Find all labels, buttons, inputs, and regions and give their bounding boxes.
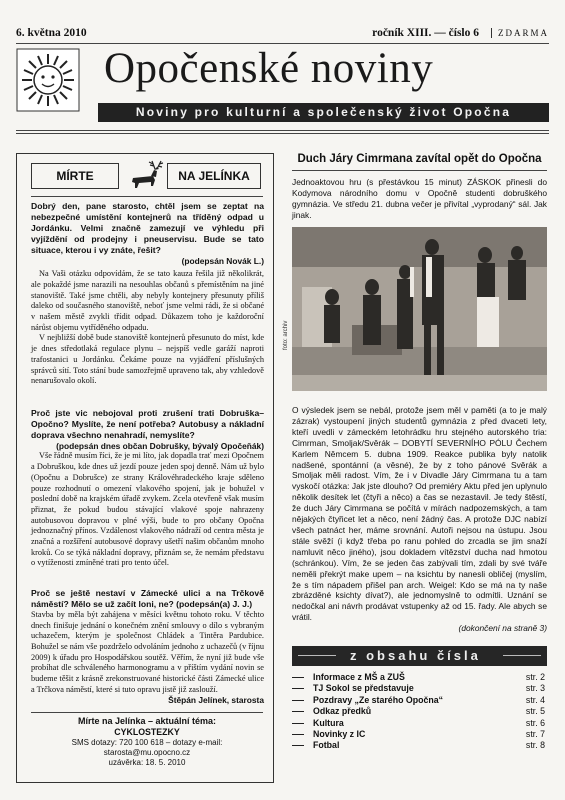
toc-item [292,683,547,694]
mayor-signature: Štěpán Jelínek, starosta [168,695,264,706]
toc-item [292,718,547,729]
sun-logo-icon [16,48,80,112]
banner-right-label: NA JELÍNKA [167,163,261,189]
answer-1-paragraph-1: Na Vaši otázku odpovídám, že se tato kauza řešila již několikrát, ale pokaždé jsme narazili na nesouhlas občanů s přemístěním na jiné stanoviště. Také jsme chtěli, aby nebyly kontejnery přesunuty příliš daleko od současného stanoviště, neboť jsme velmi rádi, že si občané v našem městě zvykli třídit odpad. Důkazem toho je každoroční nárůst objemu vytříděného odpadu. [31,269,264,332]
article-intro: Jednoaktovou hru (s přestávkou 15 minut) ZÁSKOK přinesli do Kodymova národního domu v Opočně studenti dobruškého gymnázia. Ve středu 21. dubna večer je přivítal „vyprodaný“ sál. Jak jinak. [292,177,547,220]
topic-deadline: uzávěrka: 18. 5. 2010 [108,758,186,767]
toc-item-page: str. 8 [525,740,545,751]
toc-item-name: Informace z MŠ a ZUŠ [313,672,405,682]
toc-heading: z obsahu čísla [350,648,481,663]
article-body [292,405,547,634]
price-label: ZDARMA [491,28,549,38]
toc-heading-bar [292,646,547,666]
question-2-text: Proč jste vic nebojoval proti zrušení trati Dobruška–Opočno? Myslíte, že není potřeba? Autobusy a nákladní doprava všechno nenahradí, nemyslíte? [31,408,264,440]
answer-1-paragraph-2: V nejbližší době bude stanoviště kontejnerů přesunuto do míst, kde je dnes středotlaká regulace plynu – nejspíš vedle garáží naproti trafostanici u Jordánku. Čekáme pouze na vyjádření příslušných správců sítí. Toto stání bude samozřejmě upraveno tak, aby vzhledově nenarušovalo okolí. [31,333,264,386]
toc-item-page: str. 2 [525,672,545,682]
answer-2-paragraph: Vše řádně musím říci, že je mi líto, jak dopadla trať mezi Opočnem a Dobruškou, kde dnes už jezdí pouze jeden spoj denně. Nám už bylo (Opočnu a Dobrušce) ze strany Královéhradeckého kraje sděleno pouze rozhodnutí o omezení vlakového spojení, jak je bohužel v poslední době na krajském úřadě zvykem. Zcela otevřeně však musím přiznat, že pokud budou stávající vlakové spoje nahrazeny autobusovou dopravou v plné výši, bude to pro občany Opočna jednoznačný přínos. Vzdálenost vlakového nádraží od centra města je značná a rozšíření autobusové dopravy ušetří našim občanům mnoho kroků. Co se týká nákladní dopravy, přiznám se, že nemám představu o vytíženosti zmíněné trati pro tento účel. [31,451,264,568]
topic-contacts: SMS dotazy: 720 100 618 – dotazy e-mail: starosta@mu.opocno.cz [71,738,223,757]
topic-divider [31,712,263,713]
qa-question-3 [31,588,264,706]
header-rule [16,130,549,131]
article-headline: Duch Járy Cimrmana zavítal opět do Opočna [297,153,542,165]
toc-item-page: str. 7 [525,728,545,739]
answer-3-paragraph: Stavba by měla být zahájena v měsíci květnu tohoto roku. V těchto dnech finišuje jednání o konečném znění smlouvy o dílo s vybraným uchazečem, kterým je společnost Chládek a Tintěra Pardubice. Bohužel se nám vše pozdrželo odvoláním jednoho z uchazečů (v říjnu 2009) k úřadu pro Hospodářskou soutěž. Věřím, že nyní již bude vše probíhat dle schváleného harmonogramu a v příštím vydání novin se budeme těšit z krásně zrekonstruované historické části Zámecké ulice a Trčkova náměstí, které si tuto opravu jistě již zaslouží. [31,609,264,694]
toc-item [292,672,547,683]
topic-heading: Mírte na Jelínka – aktuální téma: [77,716,217,726]
issue-date: 6. května 2010 [16,27,87,39]
toc-item [292,695,547,706]
question-2-signature: (podepsán dnes občan Dobrušky, bývalý Opočeňák) [56,440,264,451]
photo-credit: foto: archiv [283,320,289,350]
question-3-signature: (podepsán(a) J. J.) [176,598,253,609]
toc-bar-right-rule [503,655,541,656]
toc-item-name: Pozdravy „Ze starého Opočna“ [313,694,444,705]
banner-left-label: MÍRTE [31,163,119,189]
article-continued: (dokončení na straně 3) [458,623,547,634]
deer-icon [119,158,165,194]
question-1-text: Dobrý den, pane starosto, chtěl jsem se zeptat na nebezpečné umístění kontejnerů na tříděný odpad u Jordánku. Velmi značně zamezují ve výhledu při vyjíždění od prodejny i pneuservisu. Bude se tato situace, kterou i vy znáte, řešit? [31,201,264,255]
toc-item-name: Novinky z IC [313,728,366,739]
toc-list [292,672,547,752]
qa-question-2 [31,408,264,569]
toc-item-page: str. 3 [525,683,545,694]
toc-item [292,740,547,751]
mirte-banner [31,158,263,195]
toc-item-name: Kultura [313,717,344,728]
headline-rule [292,170,547,171]
toc-item-name: TJ Sokol se představuje [313,683,414,694]
topic-name: CYKLOSTEZKY [114,727,180,737]
header-rule-2 [16,133,549,134]
toc-item-name: Odkaz předků [313,706,372,717]
qa-question-1 [31,201,264,387]
toc-item [292,706,547,717]
theater-photo [292,227,547,391]
toc-item-page: str. 4 [525,694,545,705]
toc-item-name: Fotbal [313,740,340,751]
current-topic-box [31,716,263,776]
masthead-tagline: Noviny pro kulturní a společenský život Opočna [98,103,549,122]
question-3-lead: Proč se ještě nestaví v Zámecké ulici a na Trčkově náměstí? Mělo se už začít loni, ne? [31,588,264,609]
toc-item-page: str. 5 [525,706,545,717]
masthead-title: Opočenské noviny [104,45,434,92]
banner-divider [31,196,263,197]
question-1-signature: (podepsán Novák L.) [181,255,264,266]
volume-issue: ročník XIII. — číslo 6 [372,27,479,39]
toc-bar-left-rule [298,655,336,656]
question-3-text [31,588,264,610]
article-body-text: O výsledek jsem se nebál, protože jsem měl v paměti (a to je malý zázrak) vystoupení jiných studentů gymnázia z před dvaceti lety, kteří uvedli v zámeckém letohrádku hru stejného autorského tria: Cimrman, Smoljak/Svěrák – DOBYTÍ SEVERNÍHO PÓLU Čechem Karlem Němcem 5. dubna 1909. Reakce publika byly natolik nadšené, spontánní (a věsné), že by z toho pánové Svěrák a Smoljak měli radost. Vím, že i v Divadle Járy Cimrmana tu a tam vyskočí otázka: Jak jste dlouho? Od premiéry Aktu před jen uplynulo několik desítek let (čtyři a něco) a čas se nezastavil. Je tedy štěstí, že duch Járy Cimrmana se počítá v mírách nadpozemských, a tam nějakých čtyřicet let a něco, není žádný čas. A protože DJC nabízí všech patnáct her, máme srovnání. Autoři nejsou na ústupu. Jsou stále svěží (i když třeba po ranu pohled do zrcadla se jim snaží namluvit něco jiného), jsou dokladem vítězství ducha nad hmotou (schránkou). Vím, že se jeden čas zabývali tím, zdali by své tváře neměli překrýt make upem – na ksichtu by nanesli obličej (myslím, že s tím nápadem přišel pan arch. Weigel: Kdo se má na ty naše zbrázděné ksichty dívat?), ale jednomyslně to odmítli. Uznání se nedočkal ani návrh prodávat vstupenky až od 15. řady. Ale abych se vrátil. [292,405,547,623]
toc-item [292,729,547,740]
toc-item-page: str. 6 [525,717,545,728]
